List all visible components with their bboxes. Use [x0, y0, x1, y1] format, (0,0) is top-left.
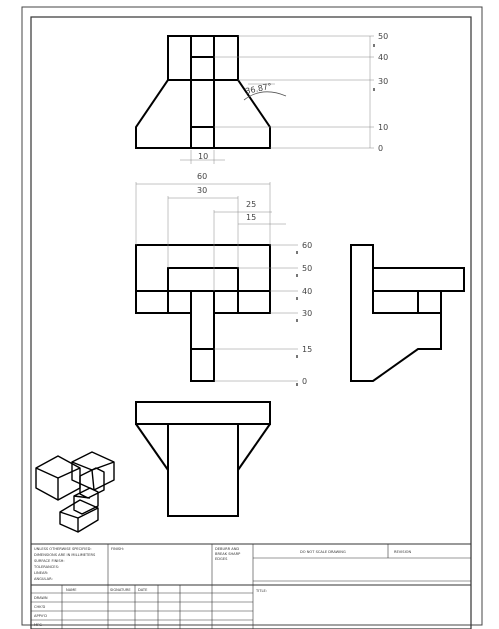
notes-line: DIMENSIONS ARE IN MILLIMETERS — [34, 553, 96, 557]
front-height-label: 40 — [302, 287, 313, 296]
front-height-label: 30 — [302, 309, 313, 318]
top-view-height-labels — [198, 32, 388, 161]
col-header-name: NAME — [66, 588, 77, 592]
angle-label: 36.87° — [244, 81, 273, 96]
title-block — [31, 544, 471, 629]
title-block-text — [33, 547, 411, 627]
front-width-label: 60 — [197, 172, 208, 181]
top-height-label: 0 — [378, 144, 384, 153]
top-height-label: 50 — [378, 32, 389, 41]
front-view — [136, 245, 270, 381]
revision-label: REVISION — [394, 550, 412, 554]
dimension-markers — [296, 44, 375, 386]
do-not-scale-label: DO NOT SCALE DRAWING — [300, 550, 346, 554]
row-label: APPV'D — [34, 614, 48, 618]
notes-line: SURFACE FINISH: — [34, 559, 65, 563]
bottom-view — [136, 402, 270, 516]
deburr-line: EDGES — [215, 557, 228, 561]
front-width-label: 30 — [197, 186, 208, 195]
row-label: MFG — [34, 623, 42, 627]
finish-label: FINISH: — [111, 547, 125, 551]
top-height-label: 40 — [378, 53, 389, 62]
top-width-label: 10 — [198, 152, 209, 161]
title-label: TITLE: — [256, 589, 267, 593]
side-view — [351, 245, 464, 381]
top-height-label: 30 — [378, 77, 389, 86]
deburr-line: DEBURR AND — [215, 547, 240, 551]
notes-line: ANGULAR: — [34, 577, 53, 581]
front-width-label: 15 — [246, 213, 257, 222]
front-view-dimension-lines — [136, 182, 298, 381]
front-width-label: 25 — [246, 200, 257, 209]
front-height-label: 60 — [302, 241, 313, 250]
notes-line: TOLERANCES: — [34, 565, 60, 569]
deburr-line: BREAK SHARP — [215, 552, 241, 556]
col-header-date: DATE — [138, 588, 148, 592]
front-height-label: 15 — [302, 345, 313, 354]
top-view-dimension-lines — [180, 36, 374, 164]
front-height-label: 50 — [302, 264, 313, 273]
row-label: CHK'D — [34, 605, 46, 609]
row-label: DRAWN — [34, 596, 48, 600]
top-height-label: 10 — [378, 123, 389, 132]
inner-border — [31, 17, 471, 629]
notes-line: LINEAR: — [34, 571, 49, 575]
front-height-label: 0 — [302, 377, 308, 386]
isometric-view — [36, 452, 114, 532]
col-header-signature: SIGNATURE — [110, 588, 131, 592]
notes-line: UNLESS OTHERWISE SPECIFIED: — [34, 547, 92, 551]
